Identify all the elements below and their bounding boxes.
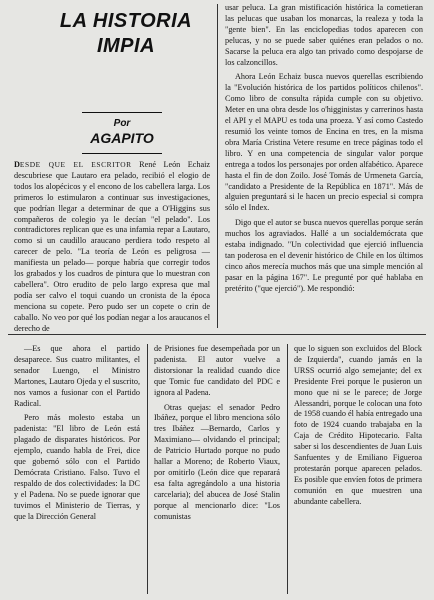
column-rule-lower-2 [287, 344, 288, 594]
lower-right-column [294, 344, 422, 594]
lower-middle-column [154, 344, 280, 594]
paragraph: —Es que ahora el partido desaparece. Sus cuatro militantes, el senador Luengo, el Ministro Martones, Lautaro Ojeda y el suscrito, nos vamos a fusionar con el Partido Radical. [14, 344, 140, 408]
paragraph: Otras quejas: el senador Pedro Ibáñez, porque el libro menciona sólo tres Ibáñez —Bernardo, Carlos y Maximiano— olvidando el principal; de Patricio Hurtado porque no pudo hallar a Moreno; de Roberto Viaux, por omitirlo (León dice que reparará esa falta agregándolo a una historia carcelaria); del abucea de José Stalin porque al mencionarlo dice: "Los comunistas [154, 402, 280, 521]
paragraph: usar peluca. La gran mistificación histórica la cometieran las pelucas que usaban los monarcas, la realeza y toda la "gente bien". En las enciclopedias todos aparecen con pelucas, y no se puede saber quiénes eran pelados o no. Sacarse la peluca era algo tan privado como despojarse de los calzoncillos. [225, 3, 423, 67]
byline-box [82, 112, 162, 154]
byline-prefix: Por [113, 118, 131, 129]
paragraph: que lo siguen son excluidos del Block de Izquierda", cuando jamás en la URSS ocurrió algo semejante; del ex Presidente Frei porque le pusieron un mono que ni se le parece; de Jorge Alessandri, porque le colocan una foto de 1958 cuando él había entregado una foto de 1924 cuando trabajaba en la Caja de Crédito Hipotecario. Falta saber si los descendientes de Juan Luis Sanfuentes y de Emiliano Figueroa protestarán porque aparecen pelados. Es posible que envíen fotos de primera comunión en que muestren una abundante cabellera. [294, 344, 422, 506]
lower-left-column [14, 344, 140, 594]
paragraph: Ahora León Echaiz busca nuevos querellas escribiendo la "Evolución histórica de los partidos políticos chilenos". Como libro de consulta rápida cumple con su objetivo. Meter en una obra desde los o'higginistas y carrerinos hasta el API y el MAPU es toda una proeza. Y así como Castedo resumió los veinte tomos de Encina en tres, en la misma obra María Cristina Vetere resume en trece páginas todo el libro. Y en una competencia de singular valor porque entrega a todos los personajes por orden alfabético. Aparece hasta el fin de don Zoilo. José Tomás de Urmeneta García, "candidato a Presidente de la República en 1871". Más de alguien preguntará si le hacen un precio especial si compra sólo el Index. [225, 72, 423, 213]
upper-right-column [225, 3, 423, 327]
paragraph: Pero más molesto estaba un padenista: "El libro de León está plagado de disparates históricos. Por ejemplo, cuando habla de Frei, dice que gobernó sólo con el Partido Demócrata Cristiano. Falso. Tuvo el respaldo de dos colectividades: la DC y el Padena. No se puede ignorar que tuvimos el Ministerio de Tierras, y que la Dirección General [14, 413, 140, 521]
lead-rest: René León Echaiz descubriese que Lautaro era pelado, recibió el elogio de todos los alopécicos y el encono de los cabellera larga. Los primeros lo estimularon a continuar sus investigaciones, que podrían llegar a determinar de que a O'Higgins sus compañeros de colegio ya le decían "el pelado". Los contradictores replican que es una infamia repar a Lautaro, como si un caudillo araucano perdiera todo respeto al carecer de pelo. "La teoría de León es peligrosa —manifiesta un pelado— porque habría que corregir todos los grabados y los cuadros de pintura que lo muestran con cabellera". Otro erudito de pelo largo expresa que mal podía ser calvo el toqui cuando un cronista de la época menciona su copete. Pero pudo ser un copete o crin de caballo. No veo por qué los podían negar a los araucanos el derecho de [14, 160, 211, 333]
lead-paragraph [14, 160, 210, 335]
upper-left-column [14, 160, 211, 333]
title-line-1: LA HISTORIA [59, 10, 193, 32]
column-rule-lower-1 [147, 344, 148, 594]
title-line-2: IMPIA [96, 35, 156, 57]
section-divider [8, 334, 426, 335]
column-rule-upper [217, 4, 218, 328]
byline-name: AGAPITO [90, 130, 154, 146]
paragraph: Digo que el autor se busca nuevos querellas porque serán muchos los agraviados. Hallé a un socialdemócrata que estaba indignado. "Un colectividad que ejerció influencia tan poderosa en el devenir histórico de Chile en los últimos cinco años merecía muchos más que una simple mención al pasar en la página 167". Le pregunté por qué hablaba en pretérito ("que ejerció"). Me respondió: [225, 218, 423, 293]
article-title [56, 9, 196, 59]
lead-smallcaps: ESDE QUE EL ESCRITOR [19, 160, 132, 169]
lead-initial: D [14, 160, 20, 169]
paragraph: de Prisiones fue desempeñada por un padenista. El autor vuelve a distorsionar la realidad cuando dice que Tomic fue candidato del PDC e ignora al Padena. [154, 344, 280, 397]
